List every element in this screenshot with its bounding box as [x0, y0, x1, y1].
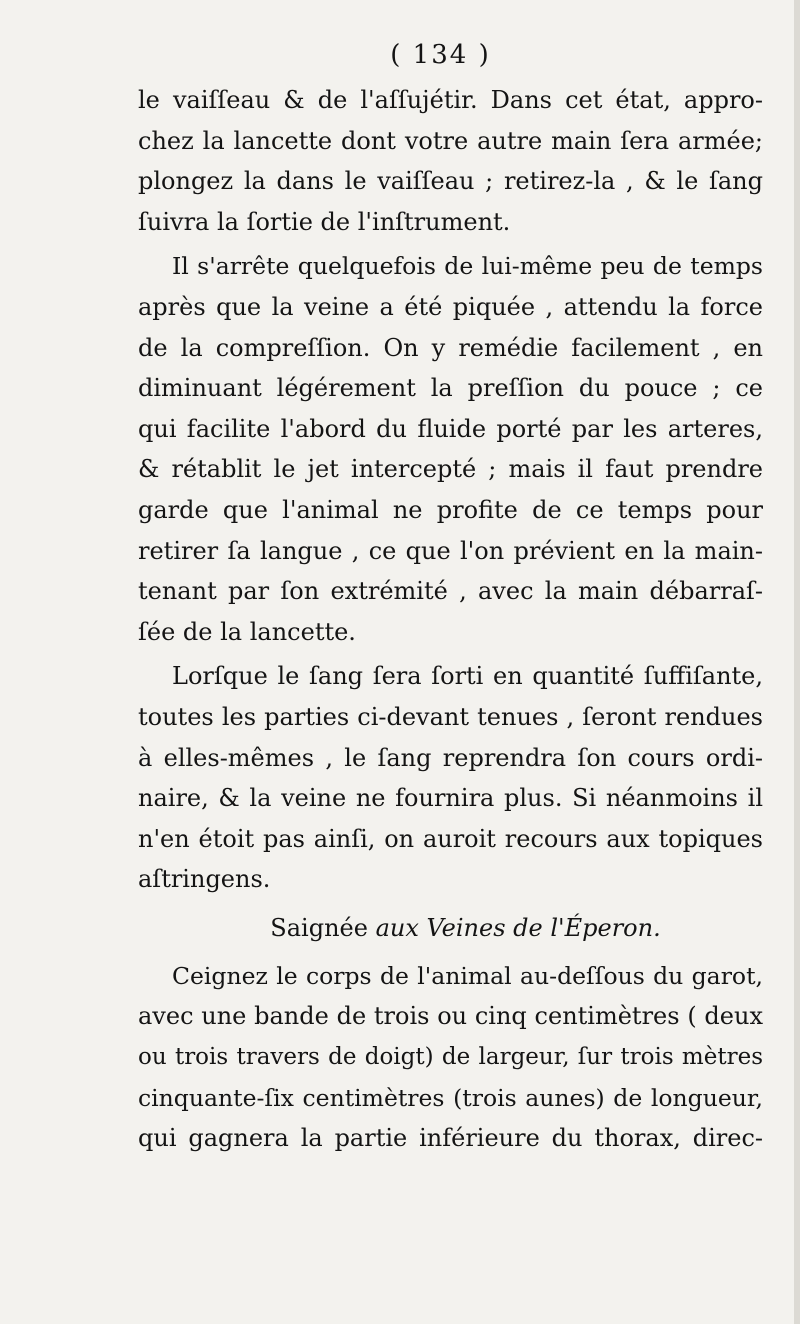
text-line: qui gagnera la partie inférieure du thorax, direc- [138, 1124, 763, 1153]
text-line: Ceignez le corps de l'animal au-deſſous du garot, [172, 961, 763, 990]
text-line: naire, & la veine ne fournira plus. Si néanmoins il [138, 784, 763, 813]
paragraph-4 [138, 956, 763, 1159]
paragraph-2 [138, 246, 763, 652]
text-line: chez la lancette dont votre autre main ſera armée; [138, 126, 763, 155]
page-text [138, 30, 763, 1159]
text-line: Lorſque le ſang ſera ſorti en quantité ſuffiſante, [172, 662, 763, 691]
text-line: tenant par ſon extrémité , avec la main débarraſ- [138, 577, 763, 606]
text-line: cinquante-ſix centimètres (trois aunes) de longueur, [138, 1083, 763, 1112]
text-line: Il s'arrête quelquefois de lui-même peu de temps [172, 252, 763, 281]
paragraph-3 [138, 656, 763, 900]
paragraph-1 [138, 80, 763, 242]
text-line: n'en étoit pas ainſi, on auroit recours aux topiques [138, 824, 763, 853]
heading-italic: aux Veines de l'Éperon. [375, 913, 661, 942]
text-line: & rétablit le jet intercepté ; mais il faut prendre [138, 455, 763, 484]
text-line: plongez la dans le vaiſſeau ; retirez-la , & le ſang [138, 167, 763, 196]
heading-roman: Saignée [270, 913, 368, 942]
text-line: toutes les parties ci-devant tenues , ſeront rendues [138, 702, 763, 731]
text-line: à elles-mêmes , le ſang reprendra ſon cours ordi- [138, 743, 763, 772]
text-line: qui facilite l'abord du fluide porté par les arteres, [138, 414, 763, 443]
page-edge [794, 0, 800, 1324]
text-line: retirer ſa langue , ce que l'on prévient en la main- [138, 536, 763, 565]
text-line: de la compreſſion. On y remédie facilement , en [138, 333, 763, 362]
text-line: aſtringens. [138, 865, 271, 894]
page-number: ( 134 ) [390, 40, 491, 70]
section-heading [138, 900, 763, 956]
text-line: après que la veine a été piquée , attendu la force [138, 292, 763, 321]
text-line: le vaiſſeau & de l'aſſujétir. Dans cet état, appro- [138, 86, 763, 114]
text-line: ſée de la lancette. [138, 617, 356, 646]
text-line: avec une bande de trois ou cinq centimètres ( deux [138, 1002, 763, 1031]
text-line: diminuant légérement la preſſion du pouce ; ce [138, 374, 763, 403]
text-line: ſuivra la ſortie de l'inſtrument. [138, 207, 511, 236]
text-line: garde que l'animal ne profite de ce temps pour [138, 495, 763, 524]
text-line: ou trois travers de doigt) de largeur, ſur trois mètres [138, 1044, 763, 1071]
